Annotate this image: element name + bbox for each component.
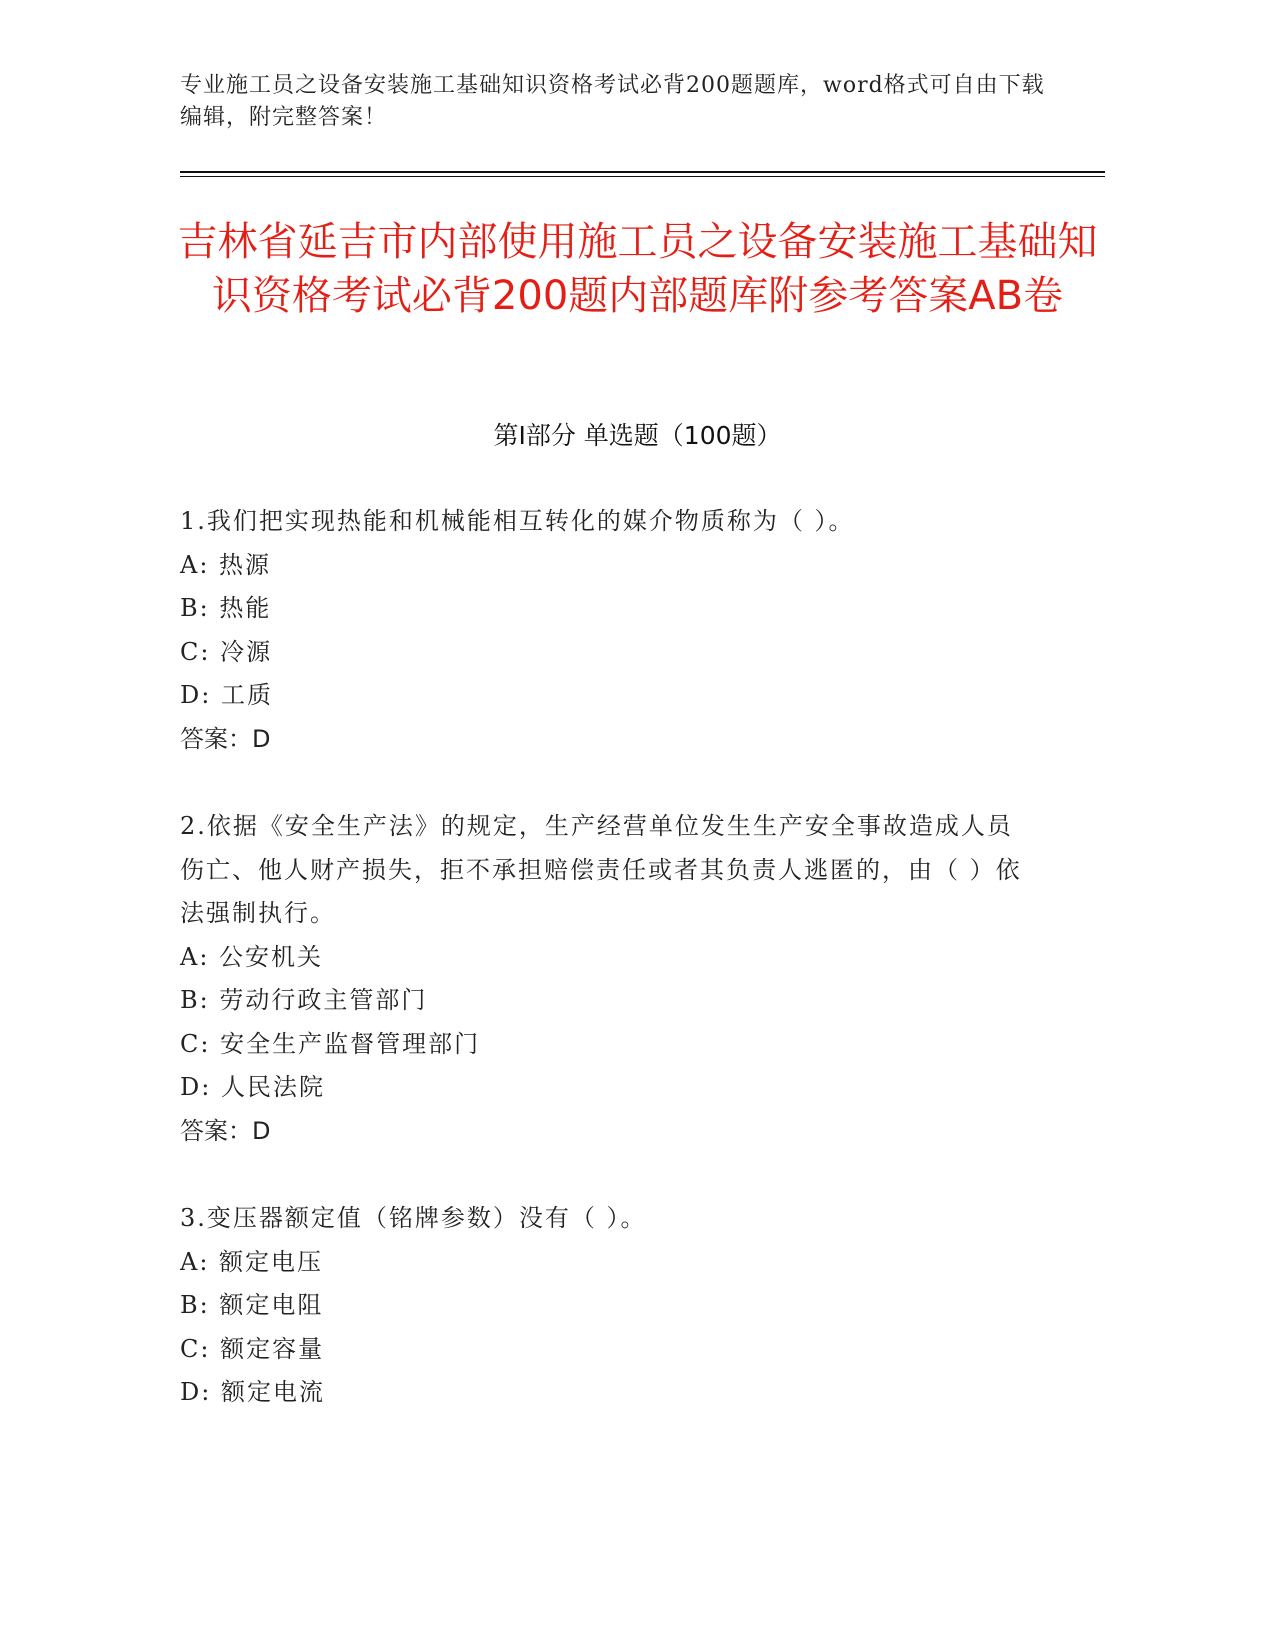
option-d: D: 工质 <box>180 681 273 709</box>
header-rule-thin <box>180 176 1105 177</box>
option-a: A: 热源 <box>180 550 272 579</box>
question-stem: 3.变压器额定值（铭牌参数）没有（ ）。 <box>180 1204 647 1232</box>
question-3 <box>180 1197 1030 1415</box>
option-a: A: 额定电压 <box>180 1247 324 1276</box>
option-c: C: 冷源 <box>180 637 273 666</box>
option-a: A: 公安机关 <box>180 942 324 971</box>
answer: 答案：D <box>180 1116 271 1145</box>
option-d: D: 额定电流 <box>180 1378 325 1406</box>
answer: 答案：D <box>180 724 271 753</box>
question-list <box>180 500 1030 1459</box>
question-stem: 1.我们把实现热能和机械能相互转化的媒介物质称为（ ）。 <box>180 507 855 535</box>
question-1 <box>180 500 1030 761</box>
header-rule-thick <box>180 171 1105 173</box>
option-c: C: 安全生产监督管理部门 <box>180 1029 481 1058</box>
option-b: B: 热能 <box>180 594 272 622</box>
header-note: 专业施工员之设备安装施工基础知识资格考试必背200题题库，word格式可自由下载编辑，附完整答案！ <box>180 73 1045 130</box>
section-title: 第I部分 单选题（100题） <box>493 421 782 450</box>
option-c: C: 额定容量 <box>180 1334 325 1363</box>
option-d: D: 人民法院 <box>180 1073 325 1101</box>
document-title: 吉林省延吉市内部使用施工员之设备安装施工基础知识资格考试必背200题内部题库附参考答案AB卷 <box>177 219 1098 319</box>
question-stem: 2.依据《安全生产法》的规定，生产经营单位发生生产安全事故造成人员伤亡、他人财产损失，拒不承担赔偿责任或者其负责人逃匿的，由（ ）依法强制执行。 <box>180 812 1022 927</box>
option-b: B: 劳动行政主管部门 <box>180 986 428 1014</box>
question-2 <box>180 805 1030 1153</box>
option-b: B: 额定电阻 <box>180 1291 324 1319</box>
